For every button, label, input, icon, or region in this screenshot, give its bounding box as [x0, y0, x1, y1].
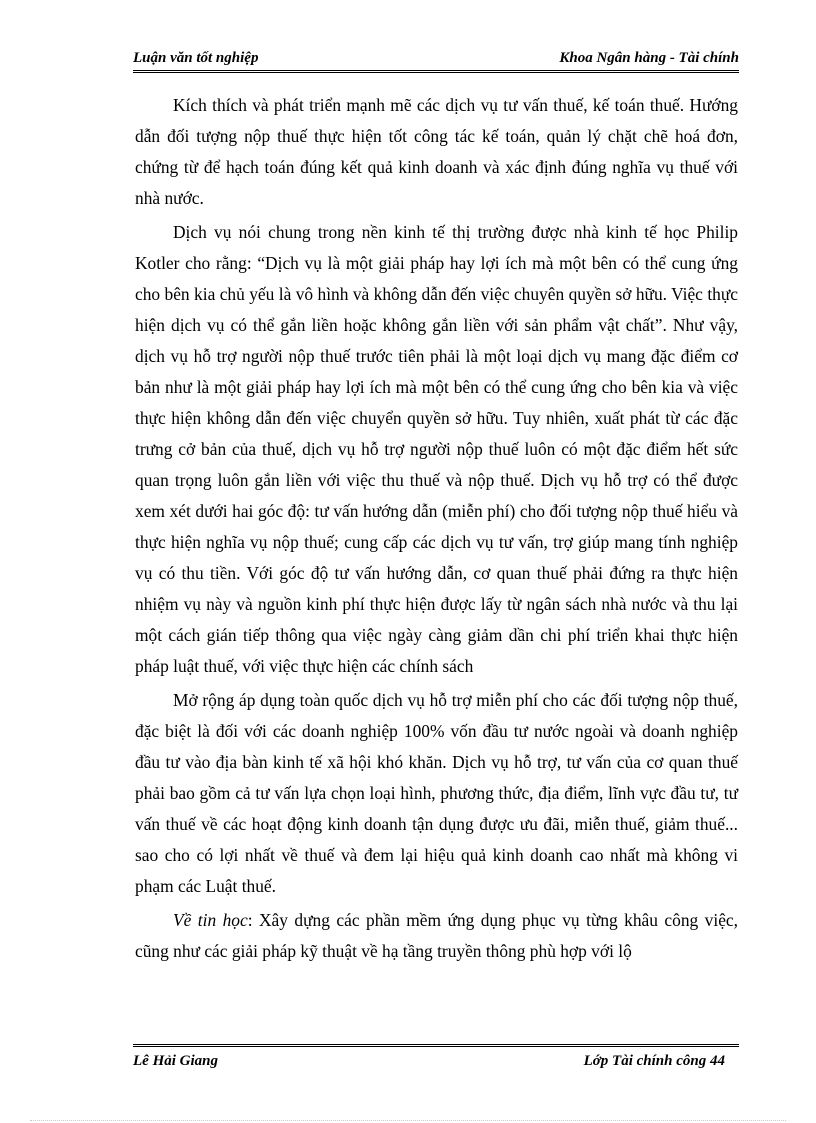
page-bottom-divider: [30, 1120, 786, 1121]
page-footer: [133, 1044, 739, 1072]
paragraph-3: Mở rộng áp dụng toàn quốc dịch vụ hỗ trợ miễn phí cho các đối tượng nộp thuế, đặc biệt là đối với các doanh nghiệp 100% vốn đầu tư nước ngoài và doanh nghiệp đầu tư vào địa bàn kinh tế xã hội khó khăn. Dịch vụ hỗ trợ, tư vấn của cơ quan thuế phải bao gồm cả tư vấn lựa chọn loại hình, phương thức, địa điểm, lĩnh vực đầu tư, tư vấn thuế về các hoạt động kinh doanh tận dụng được ưu đãi, miễn thuế, giảm thuế... sao cho có lợi nhất về thuế và đem lại hiệu quả kinh doanh cao nhất mà không vi phạm các Luật thuế.: [135, 690, 738, 896]
body-text: [135, 90, 738, 967]
footer-class: Lớp Tài chính công 44: [583, 1053, 725, 1069]
paragraph-4-text: : Xây dựng các phần mềm ứng dụng phục vụ từng khâu công việc, cũng như các giải pháp kỹ thuật về hạ tầng truyền thông phù hợp với lộ: [135, 910, 738, 961]
header-thesis-label: Luận văn tốt nghiệp: [133, 50, 259, 66]
header-faculty-label: Khoa Ngân hàng - Tài chính: [559, 50, 739, 66]
paragraph-1: Kích thích và phát triển mạnh mẽ các dịch vụ tư vấn thuế, kế toán thuế. Hướng dẫn đối tượng nộp thuế thực hiện tốt công tác kế toán, quản lý chặt chẽ hoá đơn, chứng từ để hạch toán đúng kết quả kinh doanh và xác định đúng nghĩa vụ thuế với nhà nước.: [135, 95, 738, 208]
italic-term: Về tin học: [173, 910, 248, 930]
paragraph-2: Dịch vụ nói chung trong nền kinh tế thị trường được nhà kinh tế học Philip Kotler cho rằng: “Dịch vụ là một giải pháp hay lợi ích mà một bên có thể cung ứng cho bên kia chủ yếu là vô hình và không dẫn đến việc chuyên quyền sở hữu. Việc thực hiện dịch vụ có thể gắn liền hoặc không gắn liền với sản phẩm vật chất”. Như vậy, dịch vụ hỗ trợ người nộp thuế trước tiên phải là một loại dịch vụ mang đặc điểm cơ bản như là một giải pháp hay lợi ích mà một bên có thể cung ứng cho bên kia và việc thực hiện không dẫn đến việc chuyển quyền sở hữu. Tuy nhiên, xuất phát từ các đặc trưng cở bản của thuế, dịch vụ hỗ trợ người nộp thuế luôn có một đặc điểm hết sức quan trọng luôn gắn liền với việc thu thuế và nộp thuế. Dịch vụ hỗ trợ có thể được xem xét dưới hai góc độ: tư vấn hướng dẫn (miễn phí) cho đối tượng nộp thuế hiểu và thực hiện nghĩa vụ nộp thuế; cung cấp các dịch vụ tư vấn, trợ giúp mang tính nghiệp vụ có thu tiền. Với góc độ tư vấn hướng dẫn, cơ quan thuế phải đứng ra thực hiện nhiệm vụ này và nguồn kinh phí thực hiện được lấy từ ngân sách nhà nước và thu lại một cách gián tiếp thông qua việc ngày càng giảm dần chi phí triển khai thực hiện pháp luật thuế, với việc thực hiện các chính sách: [135, 222, 738, 676]
paragraph-4: [135, 905, 738, 967]
page-header: [133, 48, 739, 73]
footer-author: Lê Hải Giang: [133, 1053, 218, 1069]
